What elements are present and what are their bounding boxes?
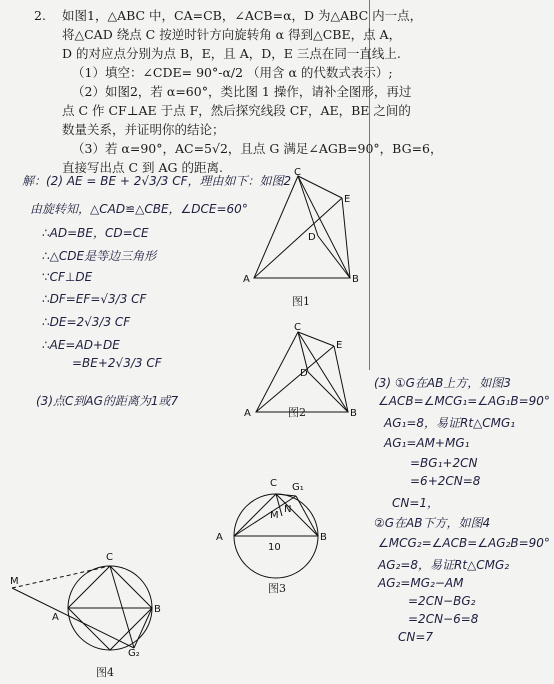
fig4-label-m: M bbox=[10, 576, 19, 587]
figure-3 bbox=[212, 472, 342, 592]
fig3-label-c: C bbox=[270, 478, 277, 489]
problem-line-3: D 的对应点分别为点 B，E，且 A，D，E 三点在同一直线上. bbox=[62, 46, 401, 61]
hw-right-line-5: =BG₁+2CN bbox=[410, 456, 478, 470]
hw-left-line-7: ∴DE=2√3/3 CF bbox=[42, 315, 131, 329]
hw-left-line-6: ∴DF=EF=√3/3 CF bbox=[42, 292, 147, 306]
fig1-label-e: E bbox=[344, 194, 351, 205]
fig1-label-b: B bbox=[352, 274, 359, 285]
hw-left-line-3: ∴AD=BE，CD=CE bbox=[42, 226, 149, 240]
hw-right-line-2: ∠ACB=∠MCG₁=∠AG₁B=90° bbox=[378, 394, 550, 408]
hw-left-line-8: ∴AE=AD+DE bbox=[42, 338, 120, 352]
fig1-label-c: C bbox=[294, 168, 301, 178]
hw-right-line-1: (3) ①G在AB上方，如图3 bbox=[374, 376, 511, 390]
problem-line-1: 如图1，△ABC 中，CA=CB，∠ACB=α，D 为△ABC 内一点， bbox=[62, 8, 423, 23]
fig4-label-b: B bbox=[154, 604, 161, 615]
hw-right-line-3: AG₁=8，易证Rt△CMG₁ bbox=[384, 416, 516, 430]
fig1-label-a: A bbox=[243, 274, 250, 285]
problem-number: 2. bbox=[34, 8, 46, 23]
fig1-label-d: D bbox=[308, 232, 316, 243]
figure-2-caption: 图2 bbox=[288, 406, 306, 419]
hw-right-line-6: =6+2CN=8 bbox=[410, 474, 481, 488]
fig2-label-d: D bbox=[300, 368, 308, 379]
figure-3-caption: 图3 bbox=[268, 582, 286, 595]
hw-left-line-9: =BE+2√3/3 CF bbox=[72, 356, 162, 370]
figure-1-caption: 图1 bbox=[292, 295, 310, 308]
problem-line-2: 将△CAD 绕点 C 按逆时针方向旋转角 α 得到△CBE，点 A， bbox=[62, 27, 402, 42]
figure-4 bbox=[8, 548, 168, 658]
fig2-label-c: C bbox=[294, 322, 301, 333]
fig4-label-a: A bbox=[52, 612, 59, 623]
hw-right-line-14: CN=7 bbox=[398, 630, 434, 644]
problem-line-4: （1）填空：∠CDE= 90°-α/2 （用含 α 的代数式表示）; bbox=[72, 65, 393, 80]
hw-right-line-10: AG₂=8，易证Rt△CMG₂ bbox=[378, 558, 510, 572]
hw-left-line-4: ∴△CDE是等边三角形 bbox=[42, 249, 157, 263]
fig2-label-a: A bbox=[244, 408, 251, 419]
fig4-label-c: C bbox=[106, 552, 113, 563]
fig3-label-m: M bbox=[270, 510, 279, 521]
problem-line-8: （3）若 α=90°，AC=5√2，且点 G 满足∠AGB=90°，BG=6， bbox=[72, 141, 443, 156]
problem-line-7: 数量关系，并证明你的结论； bbox=[62, 122, 225, 137]
fig3-label-10: 10 bbox=[268, 542, 281, 553]
hw-right-line-7: CN=1， bbox=[392, 496, 440, 510]
fig2-label-e: E bbox=[336, 340, 343, 351]
hw-left-line-1: 解：(2) AE = BE + 2√3/3 CF，理由如下：如图2 bbox=[22, 174, 292, 188]
fig4-label-g2: G₂ bbox=[128, 648, 140, 658]
hw-right-line-11: AG₂=MG₂−AM bbox=[378, 576, 464, 590]
hw-left-line-5: ∵CF⊥DE bbox=[42, 270, 93, 284]
hw-left-line-2: 由旋转知，△CAD≌△CBE，∠DCE=60° bbox=[30, 202, 248, 216]
hw-left-line-10: (3)点C到AG的距离为1或7 bbox=[36, 394, 179, 408]
fig2-label-b: B bbox=[350, 408, 357, 419]
figure-4-caption: 图4 bbox=[96, 666, 114, 679]
fig3-label-b: B bbox=[320, 532, 327, 543]
problem-line-9: 直接写出点 C 到 AG 的距离. bbox=[62, 160, 223, 175]
hw-right-line-8: ②G在AB下方，如图4 bbox=[374, 516, 491, 530]
fig3-label-g1: G₁ bbox=[292, 482, 304, 493]
hw-right-line-4: AG₁=AM+MG₁ bbox=[384, 436, 470, 450]
fig3-label-n: N bbox=[284, 504, 292, 515]
fig3-label-a: A bbox=[216, 532, 223, 543]
problem-line-6: 点 C 作 CF⊥AE 于点 F，然后探究线段 CF，AE，BE 之间的 bbox=[62, 103, 411, 118]
problem-line-5: （2）如图2，若 α=60°，类比图 1 操作，请补全图形，再过 bbox=[72, 84, 412, 99]
hw-right-line-9: ∠MCG₂=∠ACB=∠AG₂B=90° bbox=[378, 536, 550, 550]
hw-right-line-13: =2CN−6=8 bbox=[408, 612, 479, 626]
hw-right-line-12: =2CN−BG₂ bbox=[408, 594, 476, 608]
